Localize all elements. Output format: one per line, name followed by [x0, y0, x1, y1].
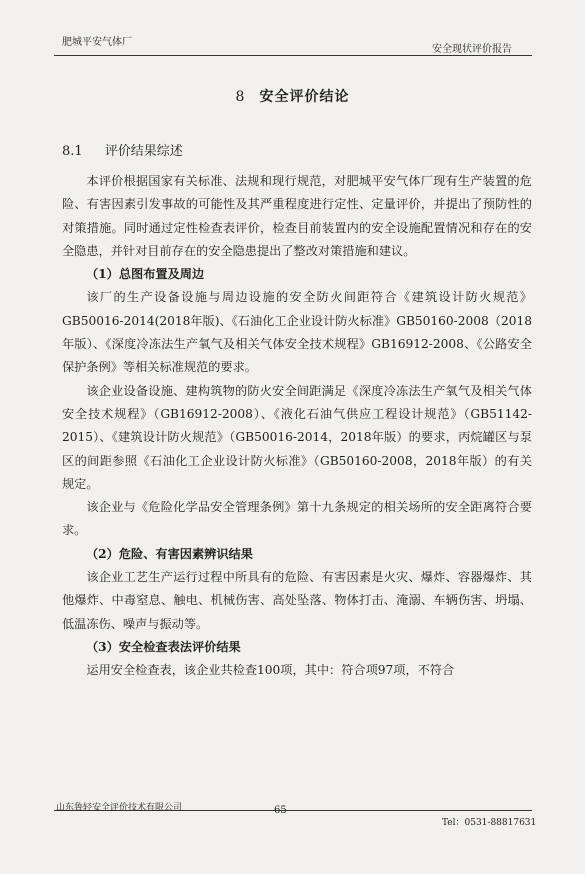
section-title: 评价结果综述 [104, 144, 183, 159]
page-number: 65 [274, 805, 287, 816]
header-rule [54, 55, 532, 56]
paragraph-hazards: 该企业工艺生产运行过程中所具有的危险、有害因素是火灾、爆炸、容器爆炸、其他爆炸、中毒窒息、触电、机械伤害、高处坠落、物体打击、淹溺、车辆伤害、坍塌、低温冻伤、噪声与振动等。 [62, 570, 532, 631]
chapter-number: 8 [235, 89, 246, 105]
paragraph-layout-3: 该企业与《危险化学品安全管理条例》第十九条规定的相关场所的安全距离符合要求。 [62, 500, 532, 538]
footer-rule [54, 810, 532, 811]
paragraph-checklist: 运用安全检查表，该企业共检查100项，其中：符合项97项，不符合 [86, 663, 455, 678]
chapter-heading [0, 86, 585, 106]
header-report-title: 安全现状评价报告 [432, 44, 512, 55]
footer-phone: Tel：0531-88817631 [442, 818, 537, 828]
paragraph-layout-2: 该企业设备设施、建构筑物的防火安全间距满足《深度冷冻法生产氧气及相关气体安全技术规程》（GB16912-2008）、《液化石油气供应工程设计规范》（GB51142-2015）、《建筑设计防火规范》（GB50016-2014，2018年版）的要求，丙烷罐区与泵区的间距参照《石油化工企业设计防火标准》（GB50160-2008，2018年版）的有关规定。 [62, 383, 532, 491]
paragraph-layout-1: 该厂的生产设备设施与周边设施的安全防火间距符合《建筑设计防火规范》GB50016-2014(2018年版)、《石油化工企业设计防火标准》GB50160-2008（2018年版）、《深度冷冻法生产氧气及相关气体安全技术规程》GB16912-2008、《公路安全保护条例》等相关标准规范的要求。 [62, 290, 533, 375]
section-number: 8.1 [62, 144, 83, 159]
subheading-layout: （1）总图布置及周边 [86, 267, 205, 282]
section-heading [62, 140, 183, 159]
subheading-hazards: （2）危险、有害因素辨识结果 [86, 546, 253, 561]
intro-paragraph: 本评价根据国家有关标准、法规和现行规范，对肥城平安气体厂现有生产装置的危险、有害因素引发事故的可能性及其严重程度进行定性、定量评价，并提出了预防性的对策措施。同时通过定性检查表评价，检查目前装置内的安全设施配置情况和存在的安全隐患，并针对目前存在的安全隐患提出了整改对策措施和建议。 [62, 174, 532, 258]
header-company: 肥城平安气体厂 [62, 37, 132, 48]
chapter-title: 安全评价结论 [259, 89, 350, 105]
footer-company: 山东鲁轻安全评价技术有限公司 [56, 803, 183, 813]
body-text [62, 170, 532, 683]
subheading-checklist: （3）安全检查表法评价结果 [86, 639, 241, 654]
